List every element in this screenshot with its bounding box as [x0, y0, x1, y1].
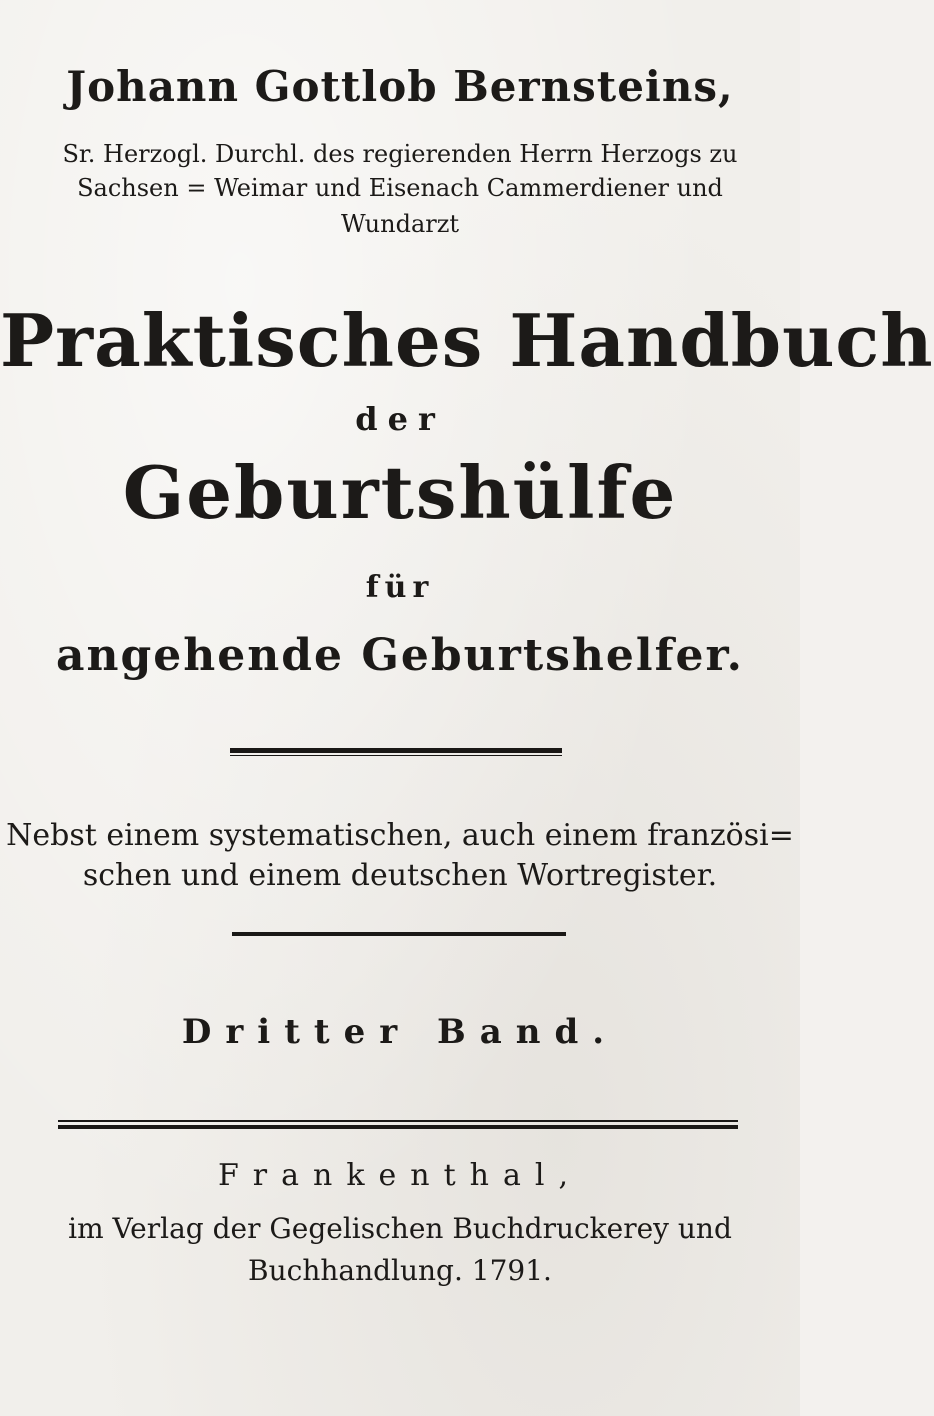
title-connector-fuer: für [365, 570, 435, 605]
publisher-line-1: im Verlag der Gegelischen Buchdruckerey und [68, 1212, 732, 1245]
audience-title: angehende Geburtshelfer. [56, 630, 744, 681]
publisher-line-2: Buchhandlung. 1791. [248, 1254, 552, 1287]
main-title: Praktisches Handbuch [0, 298, 934, 383]
subject-title: Geburtshülfe [122, 450, 678, 535]
supplement-line-2: schen und einem deutschen Wortregister. [82, 858, 718, 893]
publication-place: Frankenthal, [217, 1158, 582, 1193]
decorative-rule-top-thin [230, 755, 562, 756]
author-affiliation-line-2: Sachsen = Weimar und Eisenach Cammerdiener und [77, 174, 723, 202]
volume-label: Dritter Band. [181, 1012, 619, 1052]
decorative-rule-bottom [58, 1125, 738, 1129]
decorative-rule-bottom-thin [58, 1120, 738, 1122]
supplement-line-1: Nebst einem systematischen, auch einem französi= [6, 818, 794, 853]
author-affiliation-line-1: Sr. Herzogl. Durchl. des regierenden Herrn Herzogs zu [62, 140, 738, 168]
title-connector-der: der [355, 400, 445, 438]
decorative-rule-top [230, 748, 562, 753]
author-affiliation-line-3: Wundarzt [340, 210, 460, 238]
author-name: Johann Gottlob Bernsteins, [66, 62, 734, 111]
decorative-rule-middle [232, 932, 566, 936]
